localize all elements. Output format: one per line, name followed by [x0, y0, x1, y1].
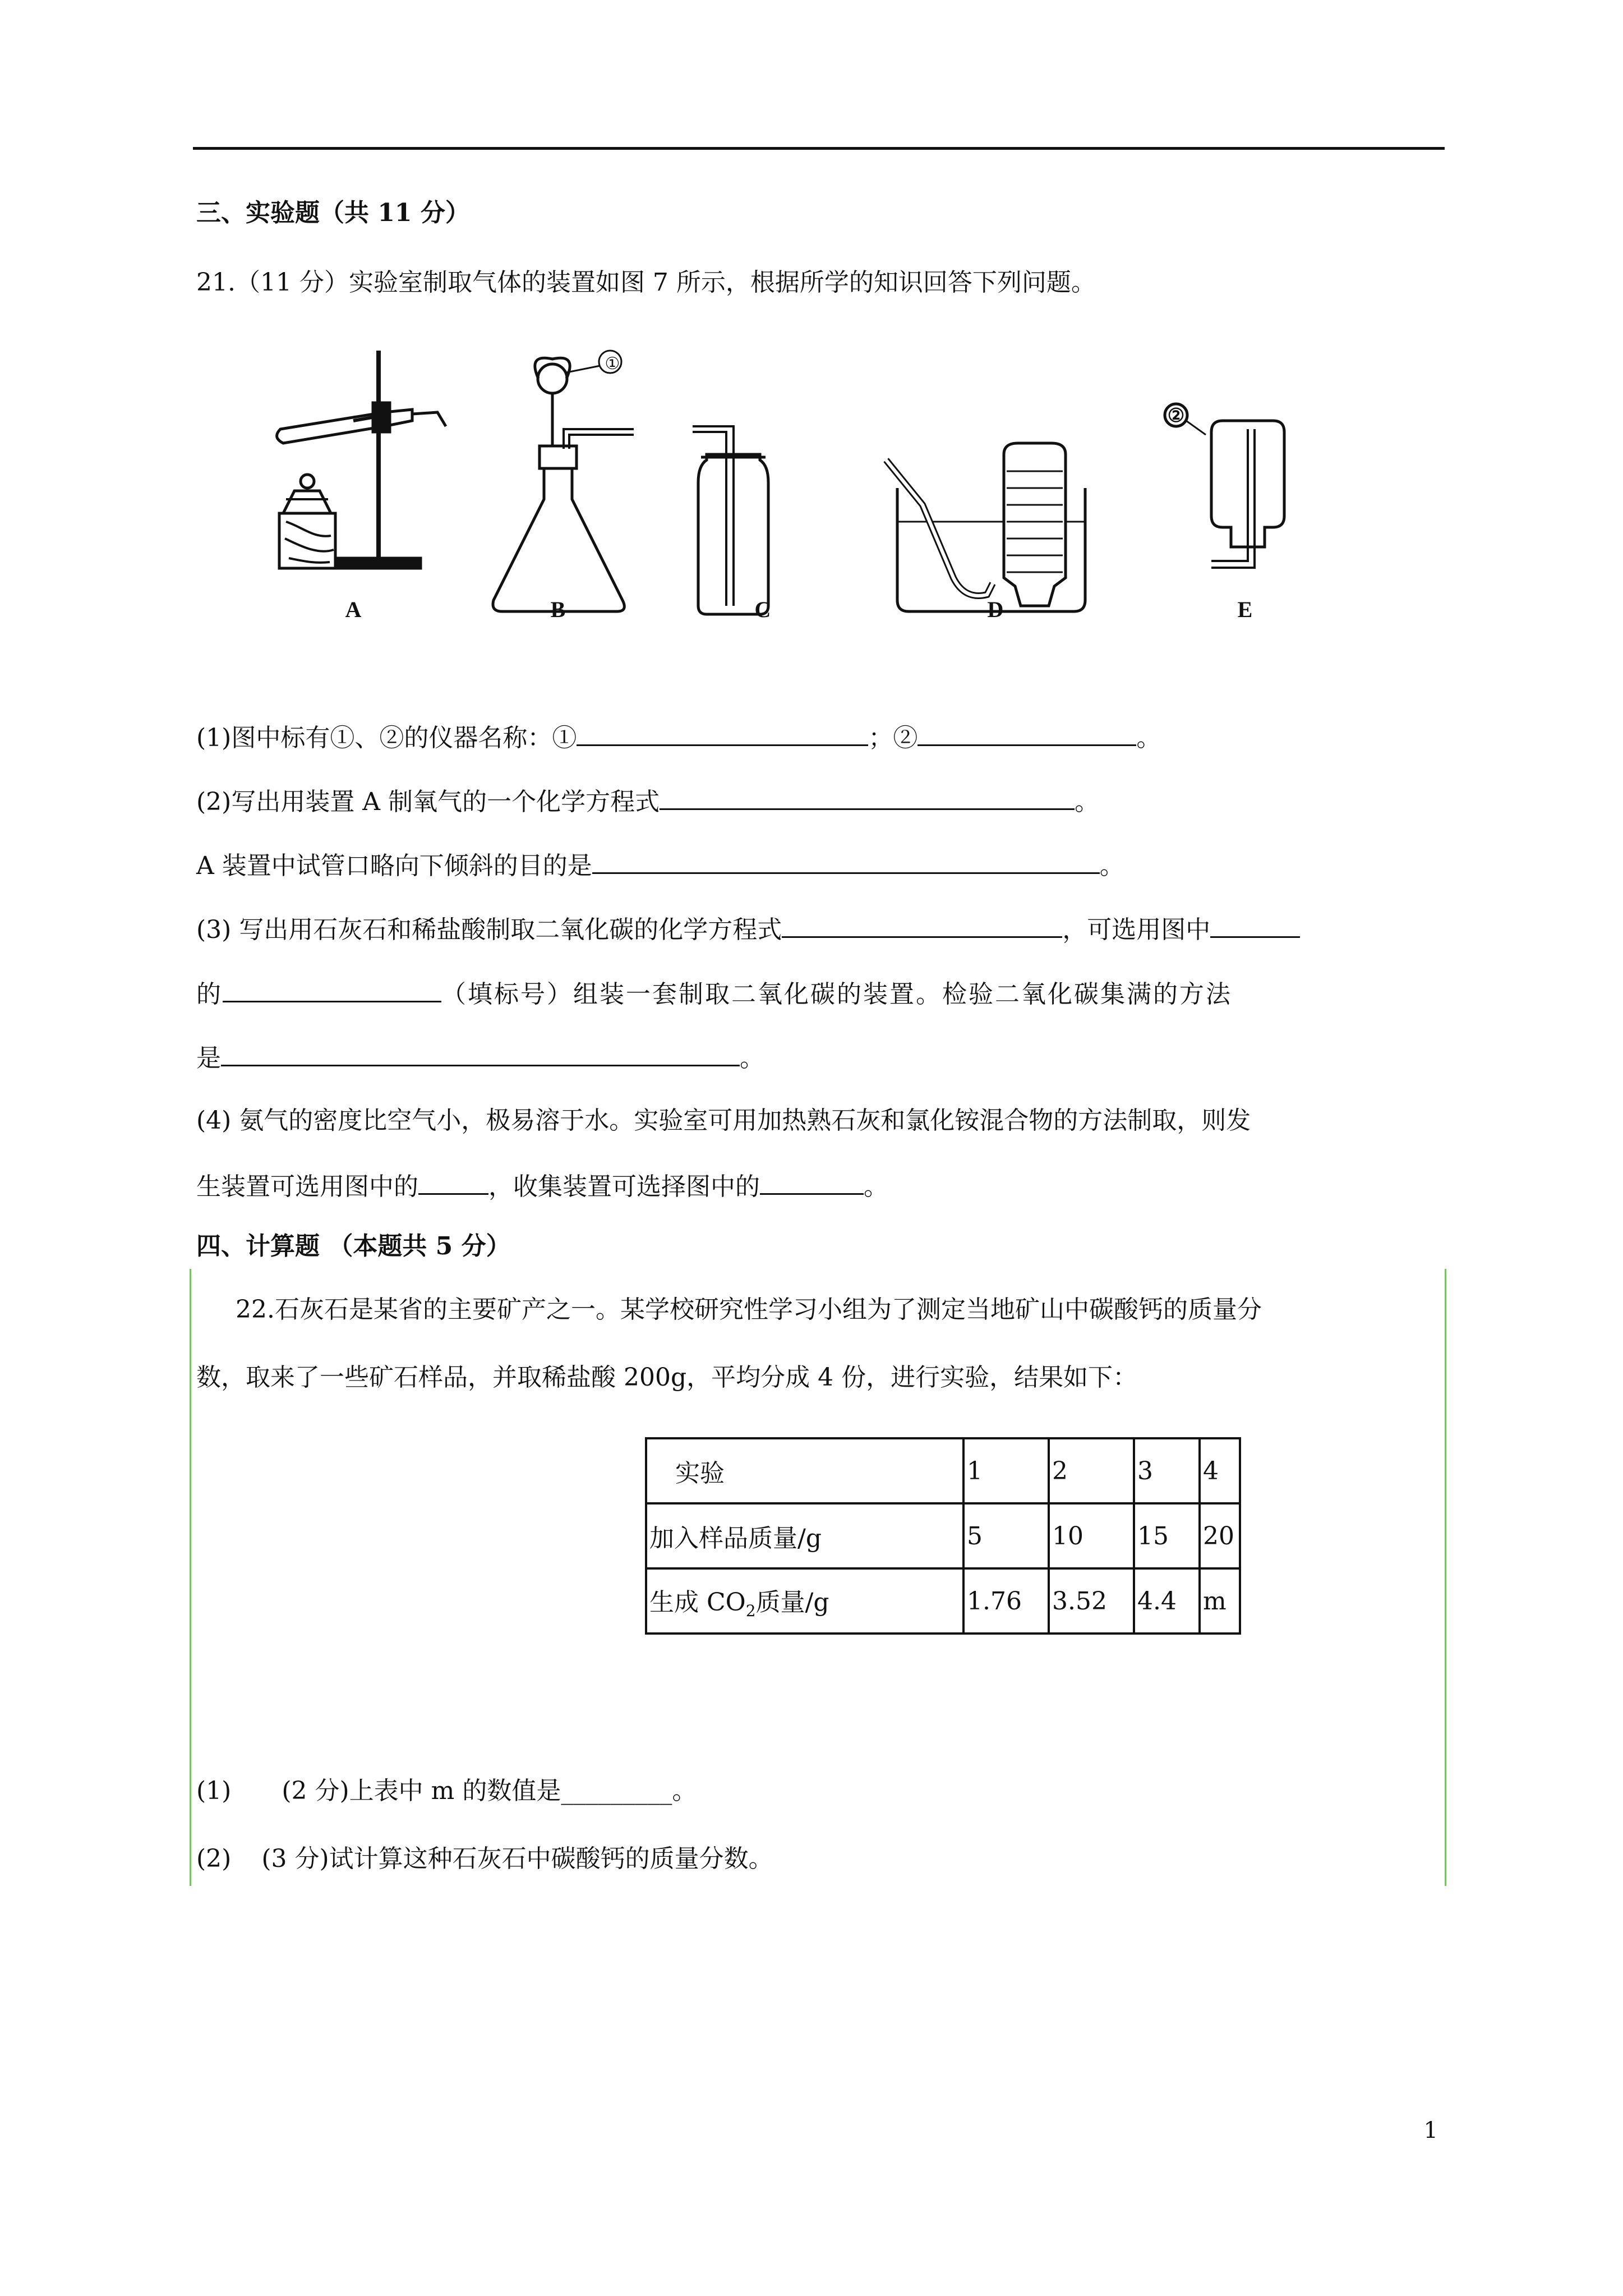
- answer-blank-check-method[interactable]: [221, 1040, 740, 1066]
- section-3-title: 三、实验题（共 11 分）: [196, 199, 470, 227]
- q21-part3b-text: （填标号）组装一套制取二氧化碳的装置。检验二氧化碳集满的方法: [441, 980, 1232, 1009]
- q22-sub1-end: 。: [672, 1777, 697, 1805]
- answer-blank-m[interactable]: _________: [561, 1777, 672, 1805]
- q22-sub2: [196, 1842, 773, 1876]
- co2-subscript: 2: [745, 1601, 756, 1620]
- answer-blank-co2-equation[interactable]: [782, 912, 1062, 938]
- q22-sub1-number: (1): [196, 1777, 232, 1805]
- apparatus-d: [886, 443, 1085, 611]
- answer-box-left-border: [190, 1269, 191, 1886]
- q22-line1: 22.石灰石是某省的主要矿产之一。某学校研究性学习小组为了测定当地矿山中碳酸钙的质量分: [236, 1295, 1262, 1324]
- table-cell: 3.52: [1049, 1568, 1134, 1634]
- q21-part4b: [196, 1168, 888, 1204]
- q21-part4: (4) 氨气的密度比空气小，极易溶于水。实验室可用加热熟石灰和氯化铵混合物的方法制取，则发: [196, 1106, 1251, 1135]
- q21-part4b-mid: ，收集装置可选择图中的: [488, 1172, 760, 1201]
- q21-part3: [196, 912, 1300, 947]
- answer-blank-instrument-2[interactable]: [917, 720, 1136, 746]
- answer-blank-device-1[interactable]: [1210, 912, 1300, 938]
- q22-sub1: [196, 1774, 697, 1808]
- table-cell: 实验: [646, 1438, 963, 1503]
- q21-stem: 21.（11 分）实验室制取气体的装置如图 7 所示，根据所学的知识回答下列问题。: [196, 268, 1096, 297]
- apparatus-a: [277, 351, 446, 568]
- table-cell: 4.4: [1134, 1568, 1200, 1634]
- table-cell: 10: [1049, 1503, 1134, 1568]
- table-cell: m: [1200, 1568, 1240, 1634]
- table-cell: 2: [1049, 1438, 1134, 1503]
- label-c: C: [754, 597, 771, 622]
- table-cell: 加入样品质量/g: [646, 1503, 963, 1568]
- results-table: [645, 1437, 1241, 1635]
- table-row: [646, 1568, 1240, 1634]
- answer-blank-equation-a[interactable]: [660, 784, 1075, 810]
- q21-part2b: [196, 848, 1124, 883]
- top-rule: [193, 147, 1445, 150]
- q21-part3c-start: 是: [196, 1044, 221, 1073]
- table-cell: 1: [963, 1438, 1049, 1503]
- q21-part3b-start: 的: [196, 980, 223, 1009]
- q21-part3c-end: 。: [740, 1044, 764, 1073]
- table-cell: 15: [1134, 1503, 1200, 1568]
- answer-blank-device-2[interactable]: [223, 976, 441, 1002]
- q22-sub2-text: (3 分)试计算这种石灰石中碳酸钙的质量分数。: [261, 1844, 773, 1873]
- marker-1: ①: [605, 354, 620, 374]
- apparatus-b: [493, 351, 634, 611]
- table-row: [646, 1438, 1240, 1503]
- table-row: [646, 1503, 1240, 1568]
- table-cell: 4: [1200, 1438, 1240, 1503]
- apparatus-e: [1165, 404, 1284, 568]
- q21-part3b: [196, 976, 1232, 1011]
- table-cell: 20: [1200, 1503, 1240, 1568]
- table-cell: 5: [963, 1503, 1049, 1568]
- apparatus-c: [693, 426, 768, 614]
- q21-part1-text: (1)图中标有①、②的仪器名称：①: [196, 724, 577, 752]
- q21-part1-end: 。: [1136, 724, 1161, 752]
- q21-part3-mid: ，可选用图中: [1062, 915, 1211, 944]
- section-4-title: 四、计算题 （本题共 5 分）: [196, 1232, 511, 1260]
- co2-label-unit: 质量/g: [755, 1588, 829, 1617]
- q22-line2: 数，取来了一些矿石样品，并取稀盐酸 200g，平均分成 4 份，进行实验，结果如下：: [196, 1363, 1138, 1392]
- q22-sub1-text: (2 分)上表中 m 的数值是: [282, 1777, 561, 1805]
- answer-box-right-border: [1445, 1269, 1446, 1886]
- q21-part1-sep: ；②: [868, 724, 918, 752]
- q21-part2: [196, 784, 1099, 819]
- q21-part4b-end: 。: [864, 1172, 888, 1201]
- table-cell: [646, 1568, 963, 1634]
- answer-blank-instrument-1[interactable]: [577, 720, 868, 746]
- table-cell: 3: [1134, 1438, 1200, 1503]
- q21-part2b-text: A 装置中试管口略向下倾斜的目的是: [196, 852, 592, 880]
- table-cell: 1.76: [963, 1568, 1049, 1634]
- q22-sub2-number: (2): [196, 1844, 232, 1873]
- label-b: B: [550, 597, 566, 622]
- q21-part3-text: (3) 写出用石灰石和稀盐酸制取二氧化碳的化学方程式: [196, 915, 782, 944]
- answer-blank-collector[interactable]: [760, 1168, 864, 1195]
- co2-label: 生成 CO: [649, 1588, 746, 1617]
- label-e: E: [1237, 597, 1253, 622]
- q21-part1: [196, 720, 1161, 755]
- marker-2: ②: [1167, 404, 1185, 427]
- q21-part4b-text: 生装置可选用图中的: [196, 1172, 418, 1201]
- answer-blank-purpose[interactable]: [592, 848, 1100, 874]
- apparatus-figure: [264, 337, 1340, 639]
- label-a: A: [345, 597, 362, 622]
- answer-blank-generator[interactable]: [418, 1168, 488, 1195]
- q21-part3c: [196, 1040, 764, 1075]
- page-number: 1: [1423, 2118, 1438, 2143]
- label-d: D: [987, 597, 1004, 622]
- q21-part2-text: (2)写出用装置 A 制氧气的一个化学方程式: [196, 788, 660, 816]
- q21-part2-end: 。: [1075, 788, 1100, 816]
- q21-part2b-end: 。: [1099, 852, 1124, 880]
